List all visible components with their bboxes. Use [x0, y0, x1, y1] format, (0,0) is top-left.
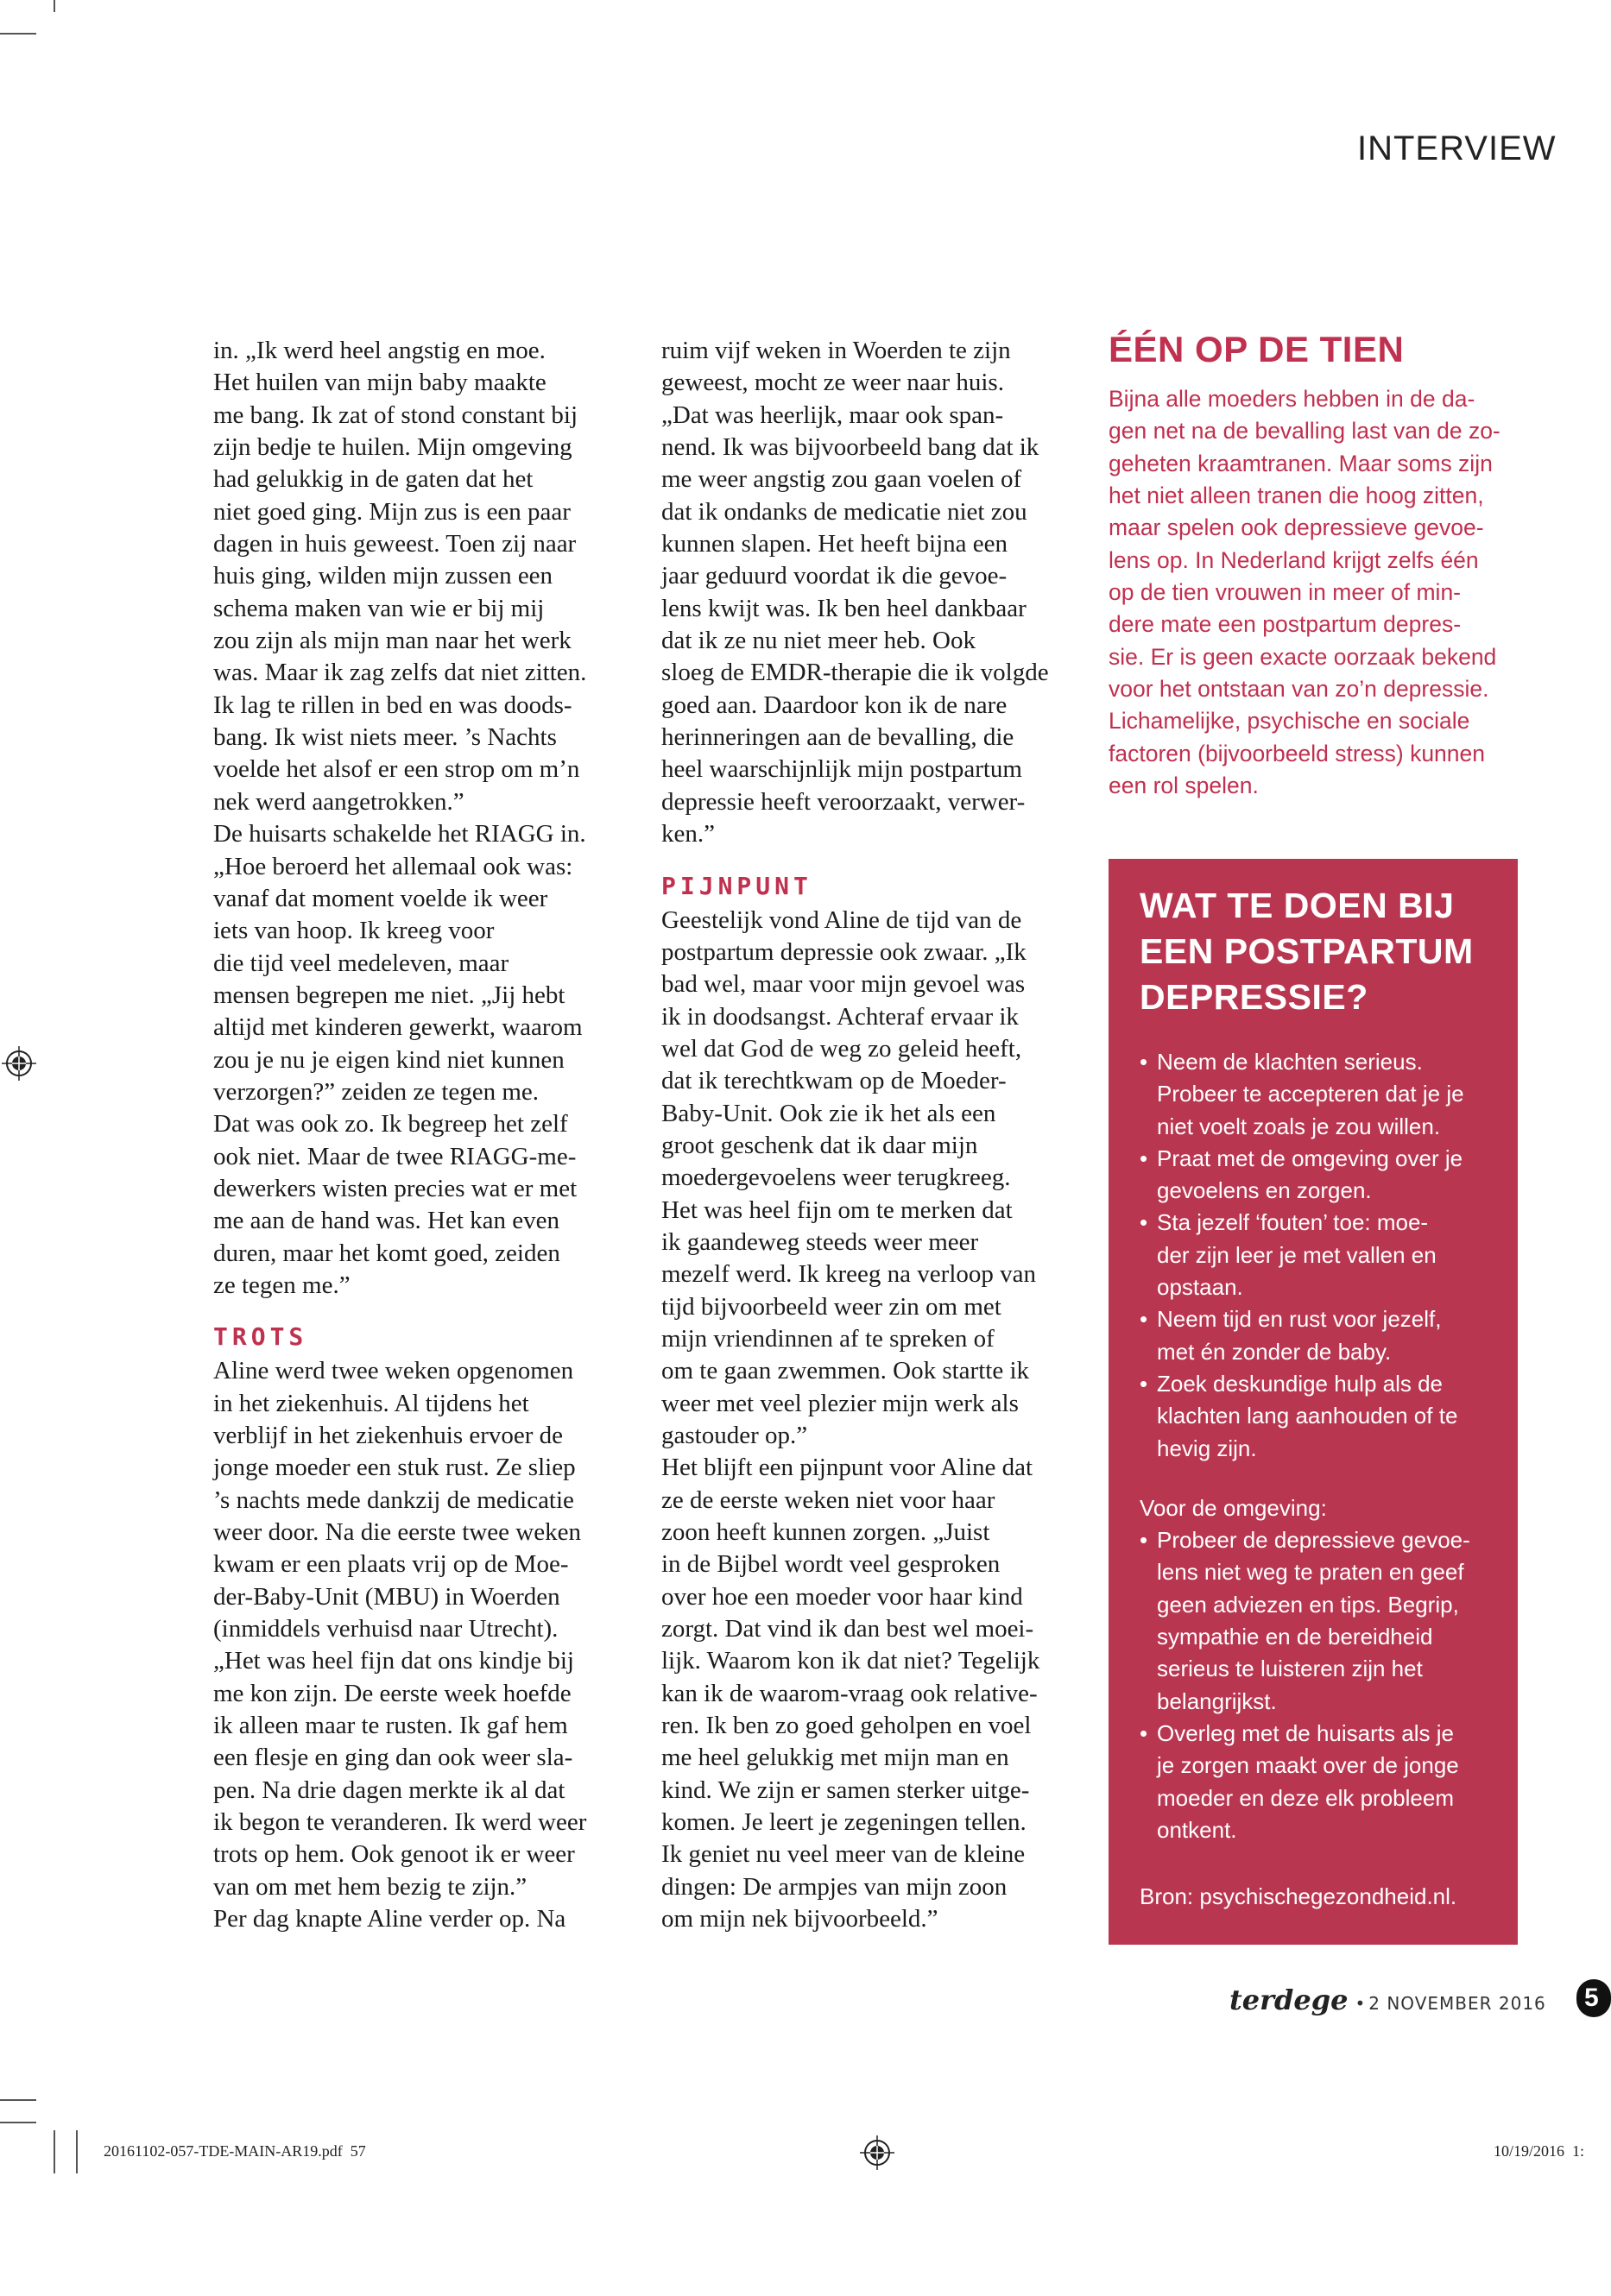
text-line: had gelukkig in de gaten dat het	[213, 465, 534, 494]
text-line: voelde het alsof er een strop om m’n	[213, 755, 580, 784]
text-line: in. „Ik werd heel angstig en moe.	[213, 337, 546, 364]
text-line: ken.”	[661, 820, 715, 848]
list-item-line: klachten lang aanhouden of te	[1157, 1403, 1458, 1429]
text-line: jaar geduurd voordat ik die gevoe-	[661, 562, 1008, 590]
column-2-text-2	[661, 905, 1076, 1936]
list-item-line: Sta jezelf ‘fouten’ toe: moe-	[1157, 1209, 1429, 1236]
text-line: lens kwijt was. Ik ben heel dankbaar	[661, 594, 1027, 622]
text-line: jonge moeder een stuk rust. Ze sliep	[213, 1454, 576, 1482]
crop-mark	[54, 0, 55, 12]
text-line: der-Baby-Unit (MBU) in Woerden	[213, 1582, 560, 1611]
text-line: ik begon te veranderen. Ik werd weer	[213, 1808, 587, 1837]
text-line: iets van hoop. Ik kreeg voor	[213, 917, 495, 945]
sidebar-line: geheten kraamtranen. Maar soms zijn	[1109, 450, 1493, 476]
list-item-line: geen adviezen en tips. Begrip,	[1157, 1591, 1459, 1618]
crop-mark	[0, 33, 36, 35]
text-line: groot geschenk dat ik daar mijn	[661, 1131, 978, 1159]
text-line: nek werd aangetrokken.”	[213, 787, 464, 816]
print-slug: 20161102-057-TDE-MAIN-AR19.pdf 57	[104, 2142, 366, 2160]
list-item	[1140, 1718, 1492, 1846]
bullet-dot: •	[1355, 1993, 1366, 2014]
crop-mark	[76, 2130, 78, 2173]
bullet-icon: •	[1140, 1145, 1148, 1171]
text-line: ruim vijf weken in Woerden te zijn	[661, 337, 1011, 364]
list-item-line: serieus te luisteren zijn het	[1157, 1656, 1423, 1682]
text-line: dat ik ze nu niet meer heb. Ook	[661, 627, 976, 655]
environment-heading: Voor de omgeving:	[1140, 1494, 1327, 1521]
column-1-text	[213, 335, 628, 1302]
list-item-line: opstaan.	[1157, 1274, 1243, 1301]
text-line: in de Bijbel wordt veel gesproken	[661, 1550, 1001, 1579]
list-item-line: met én zonder de baby.	[1157, 1338, 1392, 1365]
text-line: dat ik ondanks de medicatie niet zou	[661, 497, 1027, 526]
text-line: ze de eerste weken niet voor haar	[661, 1485, 995, 1514]
text-line: ik gaandeweg steeds weer meer	[661, 1227, 979, 1256]
text-line: ’s nachts mede dankzij de medicatie	[213, 1485, 574, 1514]
list-item-line: Probeer te accepteren dat je je	[1157, 1081, 1464, 1107]
text-line: Ik lag te rillen in bed en was doods-	[213, 691, 572, 719]
text-line: lijk. Waarom kon ik dat niet? Tegelijk	[661, 1647, 1040, 1675]
title-line: WAT TE DOEN BIJ	[1140, 886, 1455, 925]
text-line: altijd met kinderen gewerkt, waarom	[213, 1013, 583, 1042]
text-line: „Het was heel fijn dat ons kindje bij	[213, 1647, 574, 1675]
text-line: ik alleen maar te rusten. Ik gaf hem	[213, 1712, 568, 1740]
text-line: mensen begrepen me niet. „Jij hebt	[213, 981, 565, 1009]
text-line: „Dat was heerlijk, maar ook span-	[661, 401, 1004, 429]
list-item-line: Praat met de omgeving over je	[1157, 1145, 1463, 1171]
text-line: herinneringen aan de bevalling, die	[661, 723, 1014, 752]
text-line: zorgt. Dat vind ik dan best wel moei-	[661, 1615, 1034, 1643]
text-line: me aan de hand was. Het kan even	[213, 1207, 560, 1235]
list-item	[1140, 1046, 1492, 1143]
sidebar-line: het niet alleen tranen die hoog zitten,	[1109, 483, 1484, 509]
text-line: dewerkers wisten precies wat er met	[213, 1174, 578, 1202]
text-line: mijn vriendinnen af te spreken of	[661, 1324, 995, 1353]
text-line: trots op hem. Ook genoot ik er weer	[213, 1840, 575, 1869]
list-item	[1140, 1303, 1492, 1368]
column-2-text	[661, 335, 1076, 851]
list-item	[1140, 1207, 1492, 1303]
list-item-line: Zoek deskundige hulp als de	[1157, 1370, 1444, 1397]
text-line: niet goed ging. Mijn zus is een paar	[213, 497, 571, 526]
list-item-line: der zijn leer je met vallen en	[1157, 1241, 1437, 1268]
text-line: Het blijft een pijnpunt voor Aline dat	[661, 1454, 1033, 1482]
text-line: postpartum depressie ook zwaar. „Ik	[661, 937, 1027, 966]
bullet-icon: •	[1140, 1049, 1148, 1075]
text-line: sloeg de EMDR-therapie die ik volgde	[661, 659, 1049, 687]
text-line: kind. We zijn er samen sterker uitge-	[661, 1776, 1030, 1804]
text-line: verzorgen?” zeiden ze tegen me.	[213, 1077, 540, 1106]
text-line: Baby-Unit. Ook zie ik het als een	[661, 1099, 996, 1127]
sidebar-line: voor het ontstaan van zo’n depressie.	[1109, 676, 1489, 703]
text-line: een flesje en ging dan ook weer sla-	[213, 1744, 573, 1772]
list-item-line: sympathie en de bereidheid	[1157, 1624, 1433, 1650]
text-line: nend. Ik was bijvoorbeeld bang dat ik	[661, 433, 1039, 462]
sidebar-line: op de tien vrouwen in meer of min-	[1109, 579, 1462, 606]
sidebar-line: dere mate een postpartum depres-	[1109, 611, 1462, 638]
text-line: weer door. Na die eerste twee weken	[213, 1518, 581, 1547]
text-line: dagen in huis geweest. Toen zij naar	[213, 530, 577, 558]
list-item-line: je zorgen maakt over de jonge	[1157, 1752, 1459, 1779]
text-line: zoon heeft kunnen zorgen. „Juist	[661, 1518, 990, 1547]
bullet-icon: •	[1140, 1370, 1148, 1397]
sidebar-title: ÉÉN OP DE TIEN	[1109, 329, 1405, 369]
sidebar-line: lens op. In Nederland krijgt zelfs één	[1109, 546, 1479, 573]
text-line: die tijd veel medeleven, maar	[213, 949, 509, 977]
subhead-pijnpunt: PIJNPUNT	[661, 871, 812, 900]
sidebar-line: factoren (bijvoorbeeld stress) kunnen	[1109, 740, 1486, 766]
list-item-line: Neem tijd en rust voor jezelf,	[1157, 1306, 1442, 1333]
text-line: tijd bijvoorbeeld weer zin om met	[661, 1292, 1001, 1321]
bullet-icon: •	[1140, 1306, 1148, 1333]
text-line: ik in doodsangst. Achteraf ervaar ik	[661, 1002, 1019, 1031]
sidebar-info	[1109, 326, 1523, 802]
text-line: gastouder op.”	[661, 1422, 808, 1449]
text-line: over hoe een moeder voor haar kind	[661, 1582, 1023, 1611]
environment-list	[1109, 1524, 1518, 1846]
sidebar-text	[1109, 383, 1523, 802]
text-line: dat ik terechtkwam op de Moeder-	[661, 1067, 1007, 1095]
text-line: Het was heel fijn om te merken dat	[661, 1195, 1013, 1224]
text-line: me heel gelukkig met mijn man en	[661, 1744, 1009, 1772]
text-line: verblijf in het ziekenhuis ervoer de	[213, 1422, 564, 1449]
text-line: geweest, mocht ze weer naar huis.	[661, 369, 1004, 397]
bullet-icon: •	[1140, 1527, 1148, 1554]
list-item-line: moeder en deze elk probleem	[1157, 1784, 1454, 1811]
text-line: huis ging, wilden mijn zussen een	[213, 562, 553, 590]
text-line: schema maken van wie er bij mij	[213, 594, 545, 622]
tips-list	[1109, 1020, 1518, 1465]
text-line: De huisarts schakelde het RIAGG in.	[213, 820, 586, 848]
sidebar-line: maar spelen ook depressieve gevoe-	[1109, 514, 1484, 541]
text-line: wel dat God de weg zo geleid heeft,	[661, 1034, 1022, 1063]
source-note: Bron: psychischegezondheid.nl.	[1140, 1883, 1457, 1910]
list-item	[1140, 1143, 1492, 1208]
text-line: Geestelijk vond Aline de tijd van de	[661, 905, 1022, 934]
text-line: depressie heeft veroorzaakt, verwer-	[661, 787, 1026, 816]
text-line: mezelf werd. Ik kreeg na verloop van	[661, 1260, 1036, 1289]
text-line: Ik geniet nu veel meer van de kleine	[661, 1840, 1026, 1869]
text-line: moedergevoelens weer terugkreeg.	[661, 1164, 1011, 1192]
subhead-trots: TROTS	[213, 1322, 308, 1352]
text-line: „Hoe beroerd het allemaal ook was:	[213, 852, 573, 880]
section-label: INTERVIEW	[1357, 129, 1557, 167]
list-item-line: ontkent.	[1157, 1816, 1237, 1843]
column-1-text-2	[213, 1355, 628, 1935]
text-line: bang. Ik wist niets meer. ’s Nachts	[213, 723, 557, 752]
text-line: ook niet. Maar de twee RIAGG-me-	[213, 1142, 577, 1170]
text-line: Aline werd twee weken opgenomen	[213, 1357, 574, 1385]
tips-box	[1109, 859, 1518, 1945]
tips-box-title	[1109, 859, 1518, 1020]
text-line: Per dag knapte Aline verder op. Na	[213, 1905, 566, 1933]
list-item-line: lens niet weg te praten en geef	[1157, 1559, 1464, 1586]
text-line: kunnen slapen. Het heeft bijna een	[661, 530, 1008, 558]
print-timestamp: 10/19/2016 1:	[1494, 2142, 1585, 2160]
list-item-line: Probeer de depressieve gevoe-	[1157, 1527, 1470, 1554]
text-line: kan ik de waarom-vraag ook relative-	[661, 1679, 1038, 1707]
list-item-line: niet voelt zoals je zou willen.	[1157, 1113, 1441, 1139]
crop-mark	[0, 2122, 36, 2123]
list-item-line: Overleg met de huisarts als je	[1157, 1719, 1454, 1746]
text-line: komen. Je leert je zegeningen tellen.	[661, 1808, 1027, 1837]
title-line: EEN POSTPARTUM	[1140, 931, 1474, 971]
sidebar-line: een rol spelen.	[1109, 773, 1259, 799]
text-line: weer met veel plezier mijn werk als	[661, 1389, 1019, 1417]
text-line: kwam er een plaats vrij op de Moe-	[213, 1550, 569, 1579]
text-line: duren, maar het komt goed, zeiden	[213, 1239, 560, 1267]
list-item	[1140, 1524, 1492, 1718]
text-line: dingen: De armpjes van mijn zoon	[661, 1872, 1008, 1901]
text-line: zijn bedje te huilen. Mijn omgeving	[213, 433, 572, 462]
sidebar-line: sie. Er is geen exacte oorzaak bekend	[1109, 643, 1497, 670]
sidebar-line: Lichamelijke, psychische en sociale	[1109, 708, 1470, 735]
bullet-icon: •	[1140, 1719, 1148, 1746]
crop-mark	[54, 2130, 55, 2173]
page-number: 5	[1576, 1979, 1611, 2017]
crop-mark	[0, 2099, 36, 2101]
article-column-1	[213, 335, 628, 1936]
text-line: goed aan. Daardoor kon ik de nare	[661, 691, 1008, 719]
text-line: om te gaan zwemmen. Ook startte ik	[661, 1357, 1030, 1385]
list-item-line: belangrijkst.	[1157, 1687, 1277, 1714]
footer-brand	[1229, 1984, 1546, 2016]
text-line: pen. Na drie dagen merkte ik al dat	[213, 1776, 565, 1804]
text-line: bad wel, maar voor mijn gevoel was	[661, 970, 1026, 999]
text-line: zou zijn als mijn man naar het werk	[213, 627, 572, 655]
sidebar-line: Bijna alle moeders hebben in de da-	[1109, 386, 1475, 412]
text-line: vanaf dat moment voelde ik weer	[213, 884, 548, 912]
text-line: om mijn nek bijvoorbeeld.”	[661, 1905, 938, 1933]
brand-logo: terdege	[1229, 1984, 1349, 2016]
text-line: ze tegen me.”	[213, 1271, 351, 1299]
text-line: was. Maar ik zag zelfs dat niet zitten.	[213, 659, 587, 687]
text-line: me kon zijn. De eerste week hoefde	[213, 1679, 572, 1707]
text-line: me weer angstig zou gaan voelen of	[661, 465, 1022, 494]
text-line: ren. Ik ben zo goed geholpen en voel	[661, 1712, 1032, 1740]
sidebar-line: gen net na de bevalling last van de zo-	[1109, 418, 1500, 445]
bullet-icon: •	[1140, 1209, 1148, 1236]
text-line: in het ziekenhuis. Al tijdens het	[213, 1389, 529, 1417]
list-item-line: gevoelens en zorgen.	[1157, 1177, 1372, 1204]
text-line: van om met hem bezig te zijn.”	[213, 1872, 528, 1901]
issue-date: 2 NOVEMBER 2016	[1368, 1993, 1546, 2014]
registration-mark-icon	[860, 2135, 894, 2170]
registration-mark-icon	[2, 1046, 36, 1081]
text-line: Het huilen van mijn baby maakte	[213, 369, 546, 397]
list-item-line: hevig zijn.	[1157, 1435, 1257, 1461]
text-line: me bang. Ik zat of stond constant bij	[213, 401, 578, 429]
text-line: zou je nu je eigen kind niet kunnen	[213, 1045, 565, 1074]
list-item-line: Neem de klachten serieus.	[1157, 1049, 1423, 1075]
list-item	[1140, 1368, 1492, 1465]
text-line: heel waarschijnlijk mijn postpartum	[661, 755, 1022, 784]
title-line: DEPRESSIE?	[1140, 977, 1368, 1017]
text-line: (inmiddels verhuisd naar Utrecht).	[213, 1615, 559, 1643]
text-line: Dat was ook zo. Ik begreep het zelf	[213, 1110, 568, 1139]
article-column-2	[661, 335, 1076, 1936]
